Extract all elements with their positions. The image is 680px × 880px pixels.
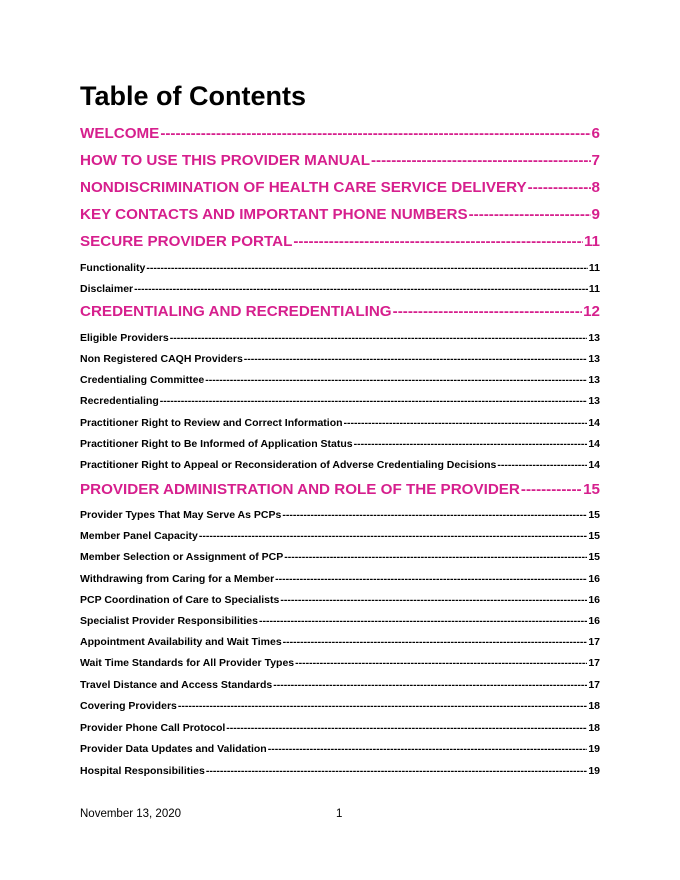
toc-dot-leader xyxy=(160,394,588,408)
toc-entry-title: WELCOME xyxy=(80,125,160,142)
toc-page-number: 15 xyxy=(583,481,600,498)
toc-subsection-link[interactable] xyxy=(80,394,600,408)
toc-dot-leader xyxy=(371,151,591,171)
toc-dot-leader xyxy=(469,205,591,225)
toc-entry-title: Provider Phone Call Protocol xyxy=(80,722,226,734)
toc-dot-leader xyxy=(268,742,588,756)
toc-entry-title: Member Selection or Assignment of PCP xyxy=(80,551,284,563)
toc-subsection-link[interactable] xyxy=(80,678,600,692)
toc-page-number: 13 xyxy=(588,395,600,407)
toc-subsection-link[interactable] xyxy=(80,614,600,628)
toc-entry-title: Practitioner Right to Appeal or Reconsideration of Adverse Credentialing Decisions xyxy=(80,459,497,471)
toc-subsection-link[interactable] xyxy=(80,656,600,670)
toc-dot-leader xyxy=(199,529,587,543)
toc-page-number: 17 xyxy=(588,679,600,691)
toc-subsection-link[interactable] xyxy=(80,458,600,472)
toc-subsection-link[interactable] xyxy=(80,742,600,756)
toc-page-number: 14 xyxy=(588,417,600,429)
toc-dot-leader xyxy=(295,656,587,670)
toc-subsection-link[interactable] xyxy=(80,529,600,543)
toc-entry-title: SECURE PROVIDER PORTAL xyxy=(80,233,293,250)
toc-page-number: 11 xyxy=(583,233,600,250)
toc-subsection-link[interactable] xyxy=(80,550,600,564)
toc-page-number: 12 xyxy=(583,303,600,320)
toc-subsection-link[interactable] xyxy=(80,373,600,387)
toc-subsection-link[interactable] xyxy=(80,282,600,296)
toc-entry-title: Practitioner Right to Be Informed of Application Status xyxy=(80,438,353,450)
toc-dot-leader xyxy=(521,480,582,500)
toc-page-number: 6 xyxy=(591,125,600,142)
toc-entry-title: Practitioner Right to Review and Correct Information xyxy=(80,417,343,429)
toc-dot-leader xyxy=(170,331,588,345)
toc-dot-leader xyxy=(275,572,587,586)
toc-dot-leader xyxy=(283,635,588,649)
toc-page-number: 13 xyxy=(588,374,600,386)
toc-page-number: 16 xyxy=(588,594,600,606)
toc-page-number: 9 xyxy=(591,206,600,223)
toc-subsection-link[interactable] xyxy=(80,352,600,366)
toc-entry-title: Specialist Provider Responsibilities xyxy=(80,615,258,627)
toc-subsection-link[interactable] xyxy=(80,635,600,649)
toc-dot-leader xyxy=(393,302,582,322)
toc-entry-title: HOW TO USE THIS PROVIDER MANUAL xyxy=(80,152,370,169)
toc-dot-leader xyxy=(497,458,587,472)
toc-section-link[interactable] xyxy=(80,232,600,252)
toc-page-number: 15 xyxy=(588,551,600,563)
toc-subsection-link[interactable] xyxy=(80,721,600,735)
toc-entry-title: CREDENTIALING AND RECREDENTIALING xyxy=(80,303,392,320)
toc-entry-title: KEY CONTACTS AND IMPORTANT PHONE NUMBERS xyxy=(80,206,468,223)
toc-subsection-link[interactable] xyxy=(80,699,600,713)
toc-entry-title: Disclaimer xyxy=(80,283,134,295)
toc-page-number: 13 xyxy=(588,332,600,344)
toc-subsection-link[interactable] xyxy=(80,331,600,345)
toc-page-number: 15 xyxy=(588,530,600,542)
toc-dot-leader xyxy=(134,282,588,296)
toc-section-link[interactable] xyxy=(80,124,600,144)
toc-section-link[interactable] xyxy=(80,178,600,198)
toc-subsection-link[interactable] xyxy=(80,572,600,586)
toc-section-link[interactable] xyxy=(80,480,600,500)
toc-page-number: 17 xyxy=(588,636,600,648)
toc-dot-leader xyxy=(293,232,583,252)
toc-entry-title: Hospital Responsibilities xyxy=(80,765,205,777)
toc-subsection-link[interactable] xyxy=(80,437,600,451)
toc-page-number: 18 xyxy=(588,722,600,734)
toc-dot-leader xyxy=(178,699,587,713)
toc-page-number: 16 xyxy=(588,573,600,585)
toc-entry-title: Eligible Providers xyxy=(80,332,169,344)
toc-subsection-link[interactable] xyxy=(80,593,600,607)
toc-entry-title: Travel Distance and Access Standards xyxy=(80,679,273,691)
toc-entry-title: Provider Types That May Serve As PCPs xyxy=(80,509,282,521)
toc-page-number: 14 xyxy=(588,438,600,450)
toc-entry-title: PROVIDER ADMINISTRATION AND ROLE OF THE PROVIDER xyxy=(80,481,520,498)
toc-dot-leader xyxy=(205,373,587,387)
toc-page-number: 19 xyxy=(588,765,600,777)
toc-dot-leader xyxy=(259,614,587,628)
toc-dot-leader xyxy=(344,416,588,430)
toc-section-link[interactable] xyxy=(80,151,600,171)
toc-dot-leader xyxy=(354,437,588,451)
toc-entry-title: Withdrawing from Caring for a Member xyxy=(80,573,275,585)
toc-section-link[interactable] xyxy=(80,205,600,225)
page-title: Table of Contents xyxy=(80,81,306,111)
toc-page-number: 13 xyxy=(588,353,600,365)
toc-entry-title: Covering Providers xyxy=(80,700,177,712)
toc-page-number: 14 xyxy=(588,459,600,471)
toc-dot-leader xyxy=(282,508,587,522)
toc-dot-leader xyxy=(273,678,587,692)
toc-dot-leader xyxy=(146,261,588,275)
toc-page-number: 18 xyxy=(588,700,600,712)
toc-entry-title: Appointment Availability and Wait Times xyxy=(80,636,282,648)
footer-date: November 13, 2020 xyxy=(80,808,182,820)
toc-entry-title: NONDISCRIMINATION OF HEALTH CARE SERVICE DELIVERY xyxy=(80,179,527,196)
toc-entry-title: Functionality xyxy=(80,262,146,274)
toc-subsection-link[interactable] xyxy=(80,416,600,430)
toc-dot-leader xyxy=(226,721,587,735)
toc-entry-title: Wait Time Standards for All Provider Types xyxy=(80,657,295,669)
toc-entry-title: Non Registered CAQH Providers xyxy=(80,353,243,365)
toc-page-number: 17 xyxy=(588,657,600,669)
toc-page-number: 8 xyxy=(591,179,600,196)
toc-page-number: 7 xyxy=(591,152,600,169)
toc-entry-title: Credentialing Committee xyxy=(80,374,205,386)
toc-subsection-link[interactable] xyxy=(80,508,600,522)
toc-page-number: 19 xyxy=(588,743,600,755)
footer-page-number: 1 xyxy=(336,808,343,820)
toc-dot-leader xyxy=(244,352,588,366)
toc-page-number: 16 xyxy=(588,615,600,627)
toc-dot-leader xyxy=(206,764,587,778)
toc-page-number: 15 xyxy=(588,509,600,521)
toc-page-number: 11 xyxy=(588,262,600,274)
toc-subsection-link[interactable] xyxy=(80,261,600,275)
toc-entry-title: Recredentialing xyxy=(80,395,159,407)
toc-entry-title: Provider Data Updates and Validation xyxy=(80,743,267,755)
toc-subsection-link[interactable] xyxy=(80,764,600,778)
toc-entry-title: Member Panel Capacity xyxy=(80,530,198,542)
toc-entry-title: PCP Coordination of Care to Specialists xyxy=(80,594,280,606)
toc-dot-leader xyxy=(160,124,590,144)
toc-dot-leader xyxy=(280,593,587,607)
toc-section-link[interactable] xyxy=(80,302,600,322)
toc-dot-leader xyxy=(528,178,591,198)
toc-page-number: 11 xyxy=(588,283,600,295)
toc-dot-leader xyxy=(284,550,587,564)
